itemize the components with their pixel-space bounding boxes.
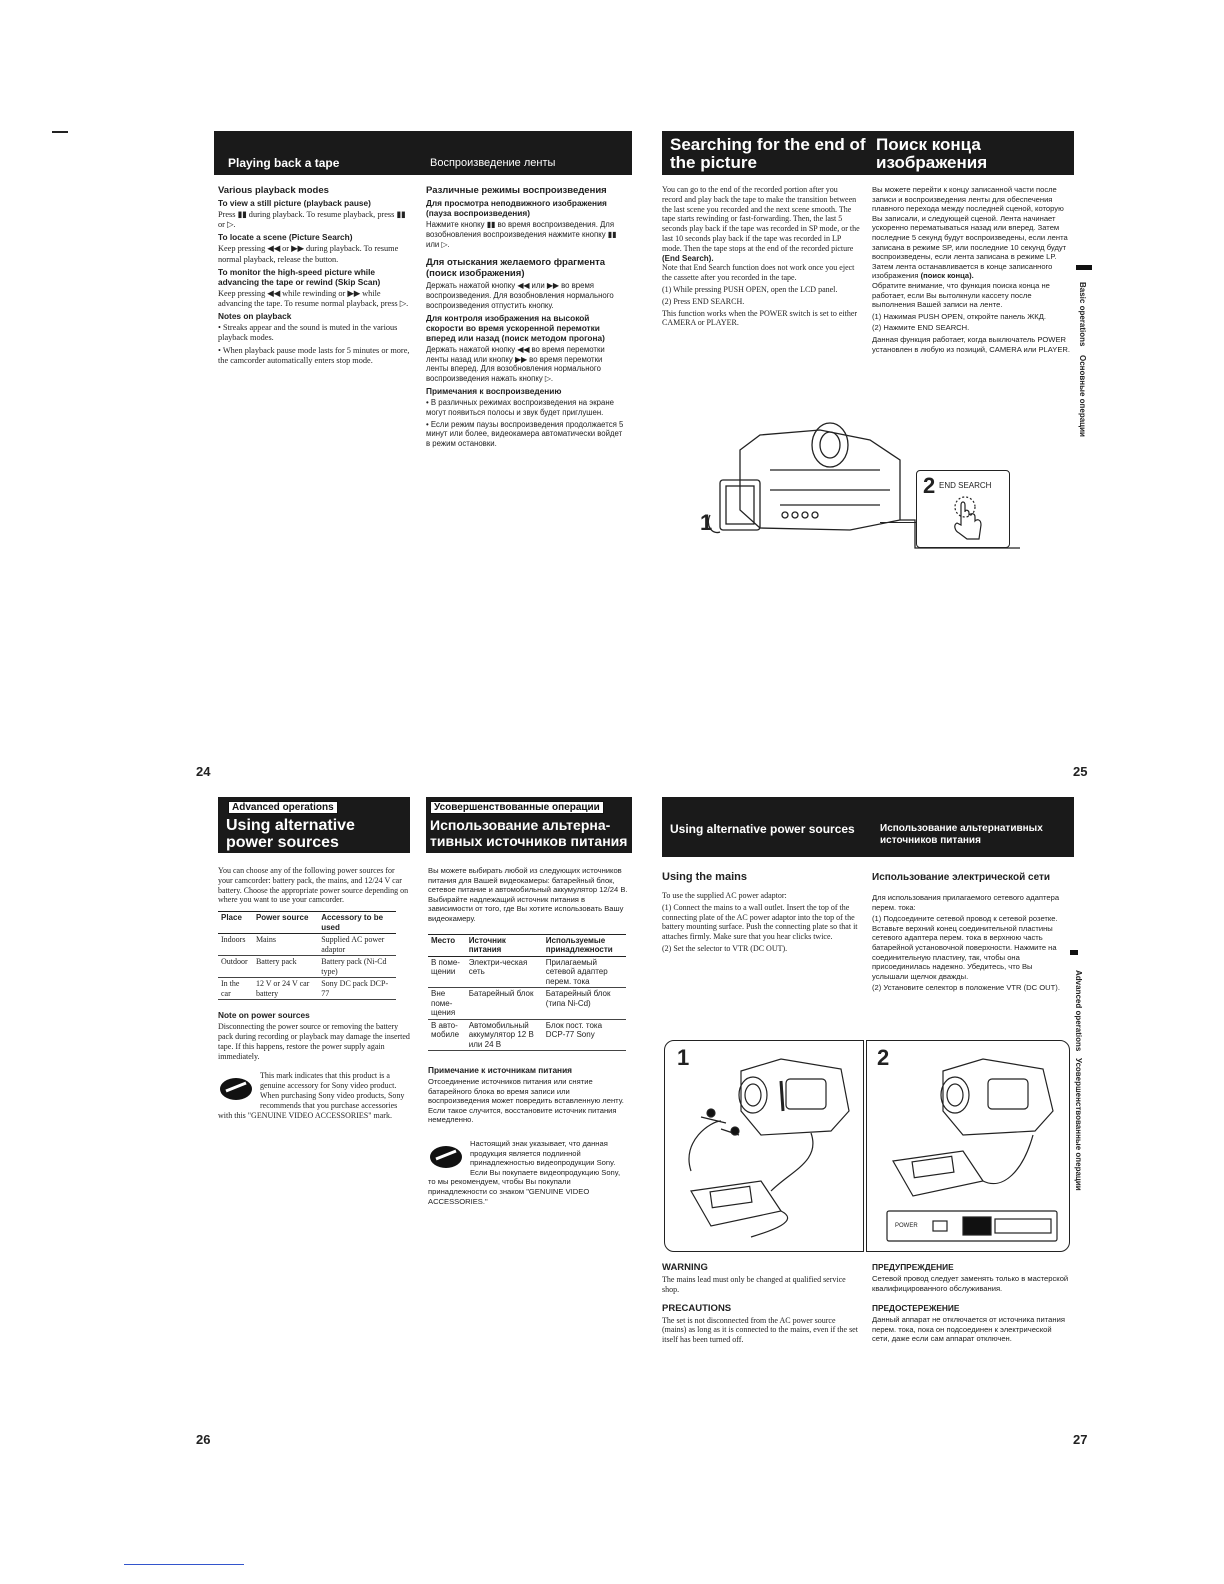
table-row — [428, 988, 626, 1020]
end-search-callout — [916, 470, 1010, 548]
paragraph: The set is not disconnected from the AC power source (mains) as long as it is connected to the mains, even if the set itself has been turned off. — [662, 1315, 858, 1345]
heading: Using the mains — [662, 871, 747, 883]
table-row — [428, 1019, 626, 1051]
page-number: 25 — [1073, 764, 1088, 779]
paragraph: You can choose any of the following power sources for your camcorder: battery pack, the mains, and 12/24 V car battery. Choose the appropriate power source depending on where you want to use your camcorder. — [218, 866, 409, 905]
side-label-en: Basic operations — [1078, 282, 1087, 347]
selector-switch-illustration — [873, 1051, 1063, 1247]
table-cell: Mains — [253, 934, 318, 956]
subheading: To monitor the high-speed picture while advancing the tape or rewind (Skip Scan) — [218, 266, 381, 287]
paragraph: Данный аппарат не отключается от источника питания перем. тока, пока он подсоединен к электрической сети, даже если сам аппарат отключен. — [872, 1315, 1065, 1344]
section-title-en: Using alternative power sources — [670, 822, 855, 836]
section-bar-end-search — [662, 131, 1074, 175]
callout-line — [880, 522, 916, 523]
end-search-en — [662, 185, 860, 330]
term: (поиск конца). — [920, 271, 974, 281]
step-number: 2 — [877, 1045, 890, 1070]
step-number: 2 — [923, 473, 936, 498]
table-header-row — [428, 934, 626, 956]
step-number: 1 — [677, 1045, 690, 1070]
page-number: 27 — [1073, 1432, 1088, 1447]
note: • Streaks appear and the sound is muted in the various playback modes. — [218, 323, 398, 343]
warnings-ru — [872, 1262, 1070, 1346]
term: (End Search). — [662, 253, 714, 263]
table-header-row — [218, 912, 396, 934]
paragraph: Настоящий знак указывает, что данная продукция является подлинной принадлежностью видеопродукции Sony. Если Вы покупаете видеопродукцию Sony, то мы рекомендуем, чтобы Вы покупали принадлежности со знаком "GENUINE VIDEO ACCESSORIES." — [428, 1139, 621, 1206]
figure-step-1 — [664, 1040, 864, 1252]
table-cell: Indoors — [218, 934, 253, 956]
using-mains-en — [662, 872, 860, 956]
margin-dash — [52, 131, 68, 133]
note: • В различных режимах воспроизведения на экране могут появиться полосы и звук будет приглушен. — [426, 397, 614, 417]
button-label: END SEARCH — [939, 481, 992, 490]
genuine-accessory-logo — [428, 1141, 464, 1169]
paragraph: Для использования прилагаемого сетевого адаптера перем. тока: — [872, 893, 1060, 912]
tag-label: Усовершенствованные операции — [430, 801, 604, 814]
table-header: Источник питания — [466, 934, 543, 956]
section-title-en: Searching for the end of the picture — [670, 135, 866, 172]
heading: Various playback modes — [218, 185, 329, 196]
paragraph: Disconnecting the power source or removing the battery pack during recording or playback may damage the inserted tape. If this happens, restore the power supply again immediately. — [218, 1022, 410, 1061]
step: (2) Set the selector to VTR (DC OUT). — [662, 943, 788, 953]
heading: Использование электрической сети — [872, 872, 1051, 883]
warnings-en — [662, 1262, 860, 1347]
alt-power-en — [218, 866, 410, 1122]
paragraph: Keep pressing ◀◀ while rewinding or ▶▶ while advancing the tape. To resume normal playback, press ▷. — [218, 288, 409, 309]
table-row — [218, 978, 396, 1000]
paragraph: Вы можете перейти к концу записанной части после записи и воспроизведения ленты для обеспечения плавного перехода между последней сценой, которую Вы записали, и следующей сценой. Лента начинает ускоренно перематываться назад или вперед. Затем последние 5 секунд будут воспроизведены, если лента записана в режиме SP, или последние 10 секунд будут воспроизведены, если лента записана в режиме LP. Затем лента останавливается в конце записанного изображения — [872, 185, 1068, 281]
using-mains-ru — [872, 872, 1070, 995]
heading: Различные режимы воспроизведения — [426, 185, 607, 196]
subheading: Примечание к источникам питания — [428, 1065, 573, 1076]
power-label: POWER — [895, 1223, 918, 1229]
section-title-ru: Использование альтерна-тивных источников питания — [430, 817, 628, 849]
step: (2) Press END SEARCH. — [662, 296, 745, 306]
heading: ПРЕДУПРЕЖДЕНИЕ — [872, 1262, 954, 1272]
heading: ПРЕДОСТЕРЕЖЕНИЕ — [872, 1303, 960, 1314]
page-number: 24 — [196, 764, 211, 779]
table-cell: Прилагаемый сетевой адаптер перем. тока — [543, 956, 626, 988]
step: (1) Подсоедините сетевой провод к сетевой розетке. Вставьте верхний конец соединительной пластины сетевого адаптера перем. тока в верхнюю часть батарейной установочной поверхности. Нажмите на соединительную пластину, так, чтобы она присоединилась надежно. Убедитесь, что Вы услышали щелчок дважды. — [872, 914, 1058, 981]
step: (1) While pressing PUSH OPEN, open the LCD panel. — [662, 284, 838, 294]
table-cell: Электри-ческая сеть — [466, 956, 543, 988]
table-cell: Батарейный блок (типа Ni-Cd) — [543, 988, 626, 1020]
subheading: Для отыскания желаемого фрагмента (поиск изображения) — [426, 257, 606, 280]
table-cell: Автомобильный аккумулятор 12 В или 24 В — [466, 1019, 543, 1051]
paragraph: Отсоединение источников питания или снятие батарейного блока во время записи или воспроизведения может повредить вставленную ленту. Если такое случится, восстановите источник питания немедленно. — [428, 1077, 624, 1125]
playback-modes-en — [218, 185, 410, 368]
table-row — [218, 934, 396, 956]
note: • When playback pause mode lasts for 5 minutes or more, the camcorder automatically enters stop mode. — [218, 345, 410, 365]
table-cell: Блок пост. тока DCP-77 Sony — [543, 1019, 626, 1051]
table-cell: Sony DC pack DCP-77 — [318, 978, 396, 1000]
figure-step-2 — [866, 1040, 1070, 1252]
table-row — [428, 956, 626, 988]
table-cell: Вне поме-щения — [428, 988, 466, 1020]
press-finger-icon — [947, 495, 987, 541]
step: (2) Нажмите END SEARCH. — [872, 323, 970, 333]
section-title-ru: Поиск конца изображения — [876, 135, 988, 172]
paragraph: This function works when the POWER switch is set to either CAMERA or PLAYER. — [662, 308, 858, 328]
power-source-table — [218, 911, 396, 1000]
table-cell: Battery pack — [253, 956, 318, 978]
paragraph: You can go to the end of the recorded portion after you record and play back the tape to make the transition between the last scene you recorded and the next scene smooth. The tape starts rewinding or fast-forwarding. Then, the last 5 seconds play back if the tape was recorded in SP mode, or the last 10 seconds play back if the tape was recorded in LP mode. Then the tape stops at the end of the recorded picture — [662, 185, 860, 253]
side-label-en: Advanced operations — [1074, 970, 1083, 1052]
section-bar-alt-power-right — [662, 797, 1074, 857]
paragraph: Обратите внимание, что функция поиска конца не работает, если Вы вытолкнули кассету после выполнения Вашей записи на ленте. — [872, 280, 1050, 310]
subheading: To locate a scene (Picture Search) — [218, 232, 353, 243]
table-cell: В авто-мобиле — [428, 1019, 466, 1051]
paragraph: Держать нажатой кнопку ◀◀ во время перемотки ленты назад или кнопку ▶▶ во время перемотки ленты вперед. Для возобновления нормального воспроизведения нажать кнопку ▷. — [426, 344, 605, 384]
subheading: Notes on playback — [218, 311, 292, 322]
section-bar-alt-power-en — [218, 797, 410, 853]
table-cell: Outdoor — [218, 956, 253, 978]
table-cell: В поме-щении — [428, 956, 466, 988]
playback-modes-ru — [426, 185, 626, 451]
genuine-accessory-logo — [218, 1073, 254, 1101]
section-title-en: Playing back a tape — [228, 156, 340, 170]
heading: PRECAUTIONS — [662, 1302, 732, 1314]
paragraph: Нажмите кнопку ▮▮ во время воспроизведения. Для возобновления воспроизведения нажмите кнопку ▮▮ или ▷. — [426, 220, 617, 249]
table-cell: Battery pack (Ni-Cd type) — [318, 956, 396, 978]
paragraph: Данная функция работает, когда выключатель POWER установлен в любую из позиций, CAMERA или PLAYER. — [872, 334, 1070, 354]
paragraph: To use the supplied AC power adaptor: — [662, 891, 787, 900]
step: (1) Connect the mains to a wall outlet. Insert the top of the connecting plate of the AC power adaptor into the top of the battery mounting surface. Push the connecting plate so that it attaches firmly. Make sure that you hear clicks twice. — [662, 902, 858, 942]
footer-rule — [124, 1564, 244, 1565]
power-source-table — [428, 934, 626, 1052]
paragraph: The mains lead must only be changed at qualified service shop. — [662, 1275, 846, 1294]
paragraph: Вы можете выбирать любой из следующих источников питания для Вашей видеокамеры: батарейный блок, сетевое питание и автомобильный аккумулятор 12/24 В. Выбирайте надлежащий источник питания в зависимости от того, где Вы хотите использовать Вашу видеокамеру. — [428, 866, 628, 923]
step-number: 1 — [700, 510, 713, 535]
ac-adaptor-connection-illustration — [671, 1051, 857, 1247]
step: (1) Нажимая PUSH OPEN, откройте панель ЖКД. — [872, 311, 1046, 321]
paragraph: Press ▮▮ during playback. To resume playback, press ▮▮ or ▷. — [218, 210, 406, 230]
section-bar-playing-back — [214, 131, 632, 175]
paragraph: Сетевой провод следует заменять только в мастерской квалифицированного обслуживания. — [872, 1274, 1069, 1293]
section-title-en: Using alternative power sources — [226, 817, 355, 851]
side-tab-marker — [1070, 950, 1078, 955]
alt-power-ru — [428, 866, 628, 1208]
subheading: To view a still picture (playback pause) — [218, 198, 371, 208]
subheading: Note on power sources — [218, 1010, 310, 1021]
side-label-ru: Усовершенствованные операции — [1074, 1058, 1083, 1191]
table-header: Используемые принадлежности — [543, 934, 626, 956]
section-title-ru: Воспроизведение ленты — [430, 157, 556, 169]
paragraph: Держать нажатой кнопку ◀◀ или ▶▶ во время воспроизведения. Для возобновления нормального воспроизведения отпустить кнопку. — [426, 281, 614, 310]
heading: WARNING — [662, 1262, 708, 1273]
table-header: Место — [428, 934, 466, 956]
table-row — [218, 956, 396, 978]
paragraph: This mark indicates that this product is a genuine accessory for Sony video product. When purchasing Sony video products, Sony recommends that you purchase accessories with this "GENUINE VIDEO ACCESSORIES" mark. — [218, 1071, 405, 1120]
subheading: Примечания к воспроизведению — [426, 385, 562, 396]
end-search-ru — [872, 185, 1070, 356]
table-cell: In the car — [218, 978, 253, 1000]
section-title-ru: Использование альтернативных источников питания — [880, 823, 1043, 846]
table-cell: 12 V or 24 V car battery — [253, 978, 318, 1000]
paragraph: Note that End Search function does not work once you eject the cassette after you recorded in the tape. — [662, 263, 855, 283]
page-number: 26 — [196, 1432, 211, 1447]
subheading: Для просмотра неподвижного изображения (пауза воспроизведения) — [426, 198, 607, 218]
table-header: Accessory to be used — [318, 912, 396, 934]
tag-label: Advanced operations — [228, 801, 338, 814]
side-tab-marker — [1076, 265, 1092, 270]
table-header: Place — [218, 912, 253, 934]
subheading: Для контроля изображения на высокой скорости во время ускоренной перемотки вперед или назад (поиск методом прогона) — [426, 312, 605, 343]
note: • Если режим паузы воспроизведения продолжается 5 минут или более, видеокамера автоматически войдет в режим остановки. — [426, 419, 624, 449]
table-header: Power source — [253, 912, 318, 934]
section-bar-alt-power-ru — [426, 797, 632, 853]
table-cell: Батарейный блок — [466, 988, 543, 1020]
side-label-ru: Основные операции — [1078, 355, 1087, 437]
step: (2) Установите селектор в положение VTR (DC OUT). — [872, 983, 1060, 993]
paragraph: Keep pressing ◀◀ or ▶▶ during playback. To resume normal playback, release the button. — [218, 244, 399, 264]
table-cell: Supplied AC power adaptor — [318, 934, 396, 956]
